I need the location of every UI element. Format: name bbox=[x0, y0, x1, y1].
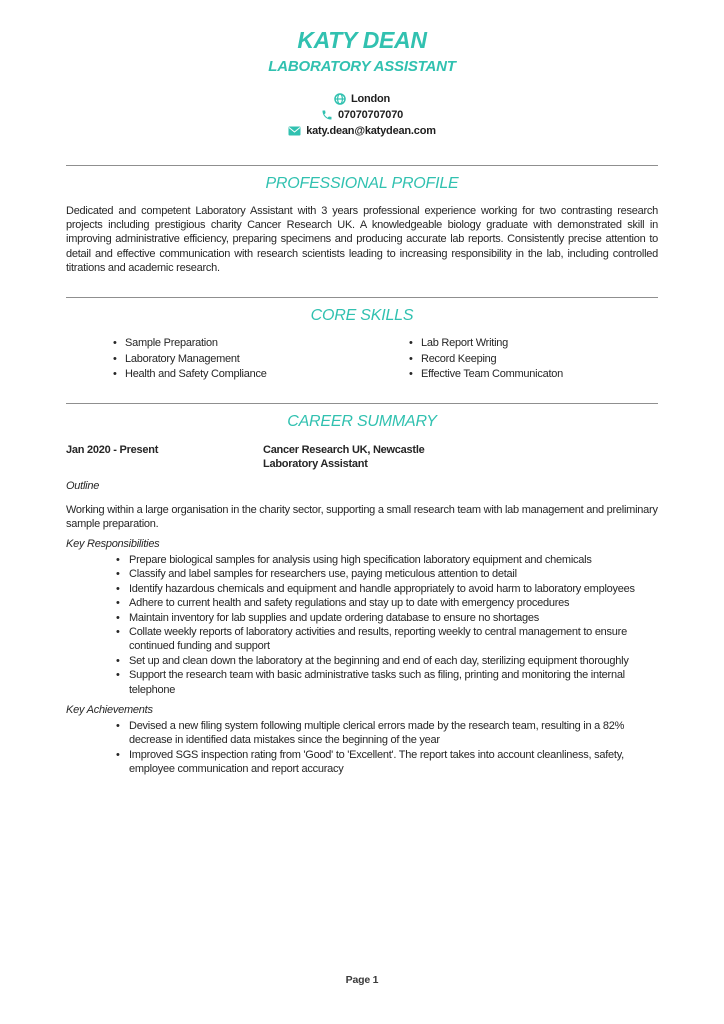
achievement-item: • Improved SGS inspection rating from 'Good' to 'Excellent'. The report takes into account cleanliness, safety, employee communication and report accuracy bbox=[116, 748, 658, 777]
skills-column-right bbox=[362, 336, 658, 383]
job-entry bbox=[66, 443, 658, 777]
contact-email bbox=[66, 123, 658, 139]
responsibility-item: • Maintain inventory for lab supplies and update ordering database to ensure no shortages bbox=[116, 611, 658, 625]
responsibility-item: • Set up and clean down the laboratory at the beginning and end of each day, sterilizing equipment thoroughly bbox=[116, 654, 658, 668]
responsibility-item: • Adhere to current health and safety regulations and stay up to date with emergency procedures bbox=[116, 596, 658, 610]
skill-item: • Health and Safety Compliance bbox=[113, 367, 362, 383]
responsibilities-list bbox=[66, 553, 658, 697]
section-heading-skills: CORE SKILLS bbox=[310, 307, 414, 325]
globe-icon bbox=[334, 93, 346, 105]
outline-paragraph: Working within a large organisation in the charity sector, supporting a small research team with lab management and preliminary sample preparation. bbox=[66, 503, 658, 530]
contact-phone-text: 07070707070 bbox=[337, 109, 404, 121]
responsibility-item: • Classify and label samples for researchers use, paying meticulous attention to detail bbox=[116, 567, 658, 581]
skill-item: • Lab Report Writing bbox=[409, 336, 658, 352]
section-heading-career: CAREER SUMMARY bbox=[287, 412, 437, 430]
achievement-item: • Devised a new filing system following multiple clerical errors made by the research team, resulting in a 82% decrease in identified data mistakes since the beginning of the year bbox=[116, 719, 658, 748]
achievements-list bbox=[66, 719, 658, 777]
job-company: Cancer Research UK, Newcastle bbox=[263, 443, 425, 456]
candidate-job-title: LABORATORY ASSISTANT bbox=[268, 58, 456, 75]
job-dates: Jan 2020 - Present bbox=[66, 443, 159, 456]
skills-columns bbox=[66, 336, 658, 383]
responsibility-item: • Identify hazardous chemicals and equipment and handle appropriately to avoid harm to laboratory employees bbox=[116, 582, 658, 596]
section-divider bbox=[66, 297, 658, 298]
responsibilities-label: Key Responsibilities bbox=[66, 537, 160, 550]
page-number: Page 1 bbox=[345, 974, 379, 986]
candidate-name: KATY DEAN bbox=[297, 27, 427, 53]
job-header bbox=[66, 443, 658, 471]
contact-location bbox=[66, 91, 658, 107]
email-icon bbox=[288, 126, 301, 136]
job-org bbox=[263, 443, 425, 471]
responsibility-item: • Collate weekly reports of laboratory activities and results, reporting weekly to central management to ensure continued funding and support bbox=[116, 625, 658, 654]
contact-phone bbox=[66, 107, 658, 123]
responsibility-item: • Prepare biological samples for analysis using high specification laboratory equipment and chemicals bbox=[116, 553, 658, 567]
skill-item: • Record Keeping bbox=[409, 352, 658, 368]
resume-header bbox=[66, 28, 658, 139]
section-divider bbox=[66, 403, 658, 404]
responsibility-item: • Support the research team with basic administrative tasks such as filing, printing and monitoring the internal telephone bbox=[116, 668, 658, 697]
contact-email-text: katy.dean@katydean.com bbox=[306, 125, 436, 137]
skill-item: • Laboratory Management bbox=[113, 352, 362, 368]
section-heading-profile: PROFESSIONAL PROFILE bbox=[265, 175, 459, 192]
job-role: Laboratory Assistant bbox=[263, 457, 368, 470]
outline-label: Outline bbox=[66, 479, 100, 492]
skill-item: • Effective Team Communicaton bbox=[409, 367, 658, 383]
skill-item: • Sample Preparation bbox=[113, 336, 362, 352]
section-divider bbox=[66, 165, 658, 166]
profile-paragraph: Dedicated and competent Laboratory Assistant with 3 years professional experience working for two contrasting research projects including prestigious charity Cancer Research UK. A knowledgeable biology graduate with demonstrated skill in improving administrative efficiency, preparing specimens and producing accurate lab reports. Consistently precise attention to detail and effective communication with research scientists leading to increasing responsibility in the lab, including controlled titrations and academic research. bbox=[66, 205, 658, 274]
contact-location-text: London bbox=[350, 93, 391, 105]
phone-icon bbox=[321, 109, 333, 121]
skills-column-left bbox=[66, 336, 362, 383]
achievements-label: Key Achievements bbox=[66, 703, 153, 716]
